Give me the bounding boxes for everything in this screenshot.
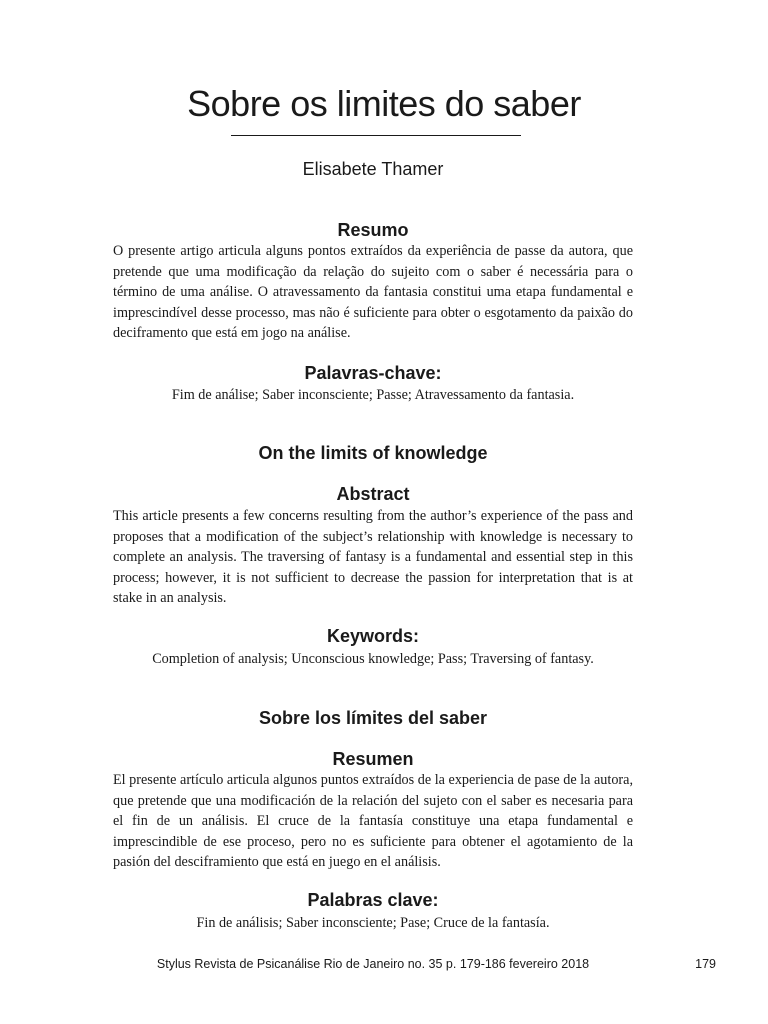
palabras-clave-text: Fin de análisis; Saber inconsciente; Pase; Cruce de la fantasía.: [196, 915, 550, 931]
resumo-heading: Resumo: [337, 220, 409, 240]
author-name: Elisabete Thamer: [302, 159, 444, 179]
resumen-text: El presente artículo articula algunos puntos extraídos de la experiencia de pase de la autora, que pretende que una modificación de la relación del sujeto con el saber es necesaria para el fin de un análisis. El cruce de la fantasía constituye una etapa fundamental e imprescindible de ese proceso, pero no es suficiente para obtener el agotamiento de la pasión del desciframiento que está en juego en el análisis.: [113, 772, 633, 871]
palavras-chave-heading: Palavras-chave:: [304, 363, 442, 383]
journal-citation: Stylus Revista de Psicanálise Rio de Janeiro no. 35 p. 179-186 fevereiro 2018: [156, 957, 590, 971]
page-number: 179: [695, 957, 716, 971]
palabras-clave-heading: Palabras clave:: [307, 890, 439, 910]
abstract-text: This article presents a few concerns resulting from the author’s experience of the pass and proposes that a modification of the subject’s relationship with knowledge is necessary to complete an analysis. The traversing of fantasy is a fundamental and essential step in this process; however, it is not sufficient to decrease the passion for interpretation that is at stake in an analysis.: [113, 508, 633, 607]
english-title: On the limits of knowledge: [258, 443, 488, 463]
resumen-heading: Resumen: [332, 749, 414, 769]
article-title: Sobre os limites do saber: [187, 83, 581, 124]
resumo-text: O presente artigo articula alguns pontos extraídos da experiência de passe da autora, que pretende que uma modificação da relação do sujeito com o saber é necessária para o término de uma análise. O atravessamento da fantasia constitui uma etapa fundamental e imprescindível desse processo, mas não é suficiente para obter o esgotamento da paixão do deciframento que está em jogo na análise.: [113, 243, 633, 342]
keywords-text: Completion of analysis; Unconscious knowledge; Pass; Traversing of fantasy.: [152, 651, 594, 667]
abstract-heading: Abstract: [336, 484, 410, 504]
title-divider: [231, 135, 521, 136]
palavras-chave-text: Fim de análise; Saber inconsciente; Passe; Atravessamento da fantasia.: [171, 387, 575, 403]
spanish-title: Sobre los límites del saber: [258, 708, 488, 728]
keywords-heading: Keywords:: [326, 626, 420, 646]
